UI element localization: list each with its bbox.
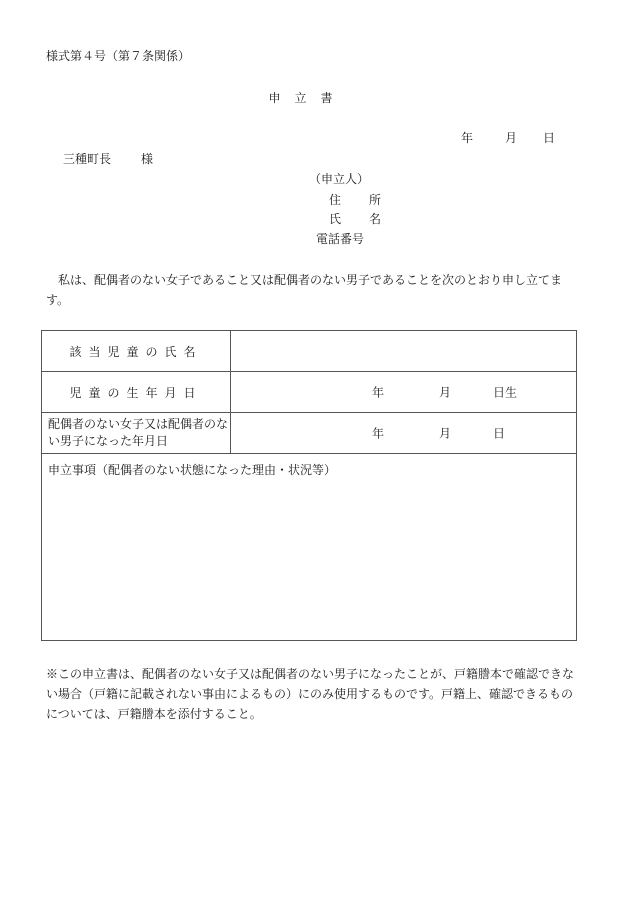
birth-day-label: 日生 xyxy=(493,385,518,400)
status-date-label: 配偶者のない女子又は配偶者のない男子になった年月日 xyxy=(42,413,231,453)
birth-month-label: 月 xyxy=(439,385,452,400)
date-day-label: 日 xyxy=(543,131,556,145)
child-name-row xyxy=(42,331,576,372)
usage-note: ※この申立書は、配偶者のない女子又は配偶者のない男子になったことが、戸籍謄本で確認できない場合（戸籍に記載されない事由によるもの）にのみ使用するものです。戸籍上、確認できるものについては、戸籍謄本を添付すること。 xyxy=(46,667,575,721)
form-number: 様式第４号（第７条関係） xyxy=(46,49,191,63)
birth-year-label: 年 xyxy=(372,385,385,400)
child-name-label: 該当児童の氏名 xyxy=(42,331,231,371)
applicant-heading: （申立人） xyxy=(309,172,370,186)
status-date-field[interactable] xyxy=(231,413,576,453)
child-birthdate-label: 児童の生年月日 xyxy=(42,372,231,412)
addressee-name: 三種町長 xyxy=(63,152,112,166)
applicant-phone-label: 電話番号 xyxy=(316,232,365,246)
document-title: 申立書 xyxy=(268,91,347,105)
child-birthdate-row xyxy=(42,372,576,413)
status-day-label: 日 xyxy=(493,426,506,441)
status-date-row xyxy=(42,413,576,454)
reason-label: 申立事項（配偶者のない状態になった理由・状況等） xyxy=(48,463,337,477)
status-year-label: 年 xyxy=(372,426,385,441)
date-year-label: 年 xyxy=(461,131,474,145)
child-birthdate-field[interactable] xyxy=(231,372,576,412)
status-month-label: 月 xyxy=(439,426,452,441)
applicant-name-label: 氏名 xyxy=(329,212,381,226)
reason-row[interactable] xyxy=(42,454,576,640)
child-name-field[interactable] xyxy=(231,331,576,371)
date-month-label: 月 xyxy=(505,131,518,145)
declaration-statement: 私は、配偶者のない女子であること又は配偶者のない男子であることを次のとおり申し立てます。 xyxy=(46,273,563,307)
declaration-table xyxy=(41,330,577,641)
addressee-honorific: 様 xyxy=(141,152,154,166)
applicant-address-label: 住所 xyxy=(329,193,381,207)
